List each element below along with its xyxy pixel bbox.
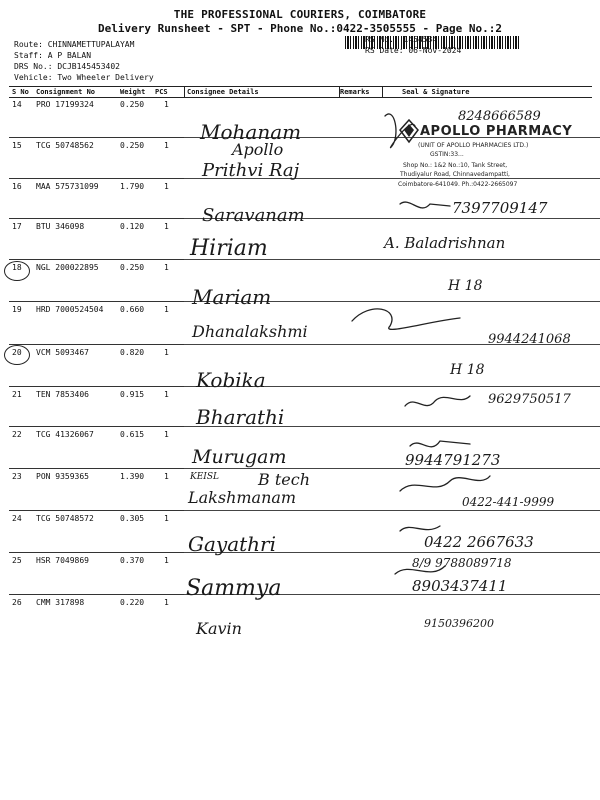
handwritten-phone: 8248666589 (458, 109, 541, 124)
handwritten-name: Apollo (232, 140, 284, 159)
row-pcs: 1 (164, 556, 169, 565)
handwritten-name: Kobika (196, 368, 266, 392)
row-weight: 0.120 (120, 222, 145, 231)
col-consignee: Consignee Details (187, 88, 259, 96)
row-consignment: CMM 317898 (36, 598, 85, 607)
handwritten-name: Dhanalakshmi (192, 322, 308, 341)
row-pcs: 1 (164, 305, 169, 314)
handwritten-mark: H 18 (450, 362, 485, 378)
col-consignment: Consignment No (36, 88, 96, 96)
handwritten-name: Mariam (192, 285, 272, 309)
row-pcs: 1 (164, 390, 169, 399)
signature-scribbles (340, 96, 600, 636)
row-pcs: 1 (164, 182, 169, 191)
row-consignment: HRD 7000524504 (36, 305, 104, 314)
row-pcs: 1 (164, 472, 169, 481)
divider (184, 86, 185, 97)
handwritten-phone: 7397709147 (452, 199, 548, 217)
row-weight: 1.390 (120, 472, 145, 481)
row-consignment: HSR 7049869 (36, 556, 89, 565)
row-weight: 0.250 (120, 100, 145, 109)
row-consignment: TCG 50748572 (36, 514, 94, 523)
row-sno: 17 (12, 222, 22, 231)
stamp-address: Coimbatore-641049. Ph.:0422-2665097 (398, 181, 518, 188)
rs-number: RS No.: 1454534 (365, 35, 438, 44)
row-consignment: PON 9359365 (36, 472, 89, 481)
stamp-address: Shop No.: 1&2 No.:10, Tank Street, (403, 162, 508, 169)
row-consignment: TEN 7853406 (36, 390, 89, 399)
row-weight: 0.615 (120, 430, 145, 439)
row-weight: 0.220 (120, 598, 145, 607)
row-sno: 20 (12, 348, 22, 357)
handwritten-name: Bharathi (196, 405, 285, 429)
handwritten-name: Lakshmanam (188, 488, 297, 507)
handwritten-name: Gayathri (188, 532, 276, 556)
handwritten-name: B tech (258, 470, 311, 489)
handwritten-phone: 9629750517 (488, 392, 571, 407)
row-weight: 0.250 (120, 263, 145, 272)
route: Route: CHINNAMETTUPALAYAM (14, 40, 135, 49)
handwritten-phone: 9944241068 (488, 332, 571, 347)
rs-date: RS Date: 06-Nov-2024 (365, 46, 462, 55)
col-sno: S No (12, 88, 29, 96)
row-consignment: BTU 346098 (36, 222, 85, 231)
row-18-circle (4, 261, 30, 281)
row-sno: 15 (12, 141, 22, 150)
company-title: THE PROFESSIONAL COURIERS, COIMBATORE (173, 8, 427, 21)
row-pcs: 1 (164, 141, 169, 150)
handwritten-name: Sammya (186, 576, 282, 601)
handwritten-name: Prithvi Raj (202, 160, 300, 181)
row-consignment: TCG 41326067 (36, 430, 94, 439)
handwritten-phone: 0422 2667633 (424, 533, 534, 551)
stamp-gst: GSTIN:33... (430, 151, 464, 158)
drs-number: DRS No.: DCJB145453402 (14, 62, 120, 71)
row-pcs: 1 (164, 222, 169, 231)
stamp-unit: (UNIT OF APOLLO PHARMACIES LTD.) (418, 142, 529, 149)
row-sno: 26 (12, 598, 22, 607)
vehicle: Vehicle: Two Wheeler Delivery (14, 73, 154, 82)
col-weight: Weight (120, 88, 146, 96)
row-pcs: 1 (164, 430, 169, 439)
handwritten-phone: 8903437411 (412, 577, 508, 595)
col-remarks: Remarks (340, 88, 370, 96)
row-sno: 25 (12, 556, 22, 565)
row-sno: 18 (12, 263, 22, 272)
row-sno: 21 (12, 390, 22, 399)
handwritten-phone: 9944791273 (405, 451, 501, 469)
handwritten-name: Kavin (196, 619, 242, 638)
handwritten-signature: A. Baladrishnan (384, 234, 506, 252)
row-sno: 22 (12, 430, 22, 439)
row-pcs: 1 (164, 348, 169, 357)
row-consignment: NGL 200022895 (36, 263, 99, 272)
runsheet-subtitle: Delivery Runsheet - SPT - Phone No.:0422-3505555 - Page No.:2 (98, 22, 502, 35)
row-weight: 0.660 (120, 305, 145, 314)
handwritten-name: Murugam (192, 446, 287, 468)
row-consignment: PRO 17199324 (36, 100, 94, 109)
handwritten-name: Saravanam (202, 205, 305, 226)
handwritten-mark: H 18 (448, 278, 483, 294)
row-pcs: 1 (164, 100, 169, 109)
handwritten-phone: 8/9 9788089718 (412, 556, 512, 570)
col-pcs: PCS (155, 88, 168, 96)
staff: Staff: A P BALAN (14, 51, 92, 60)
row-sno: 16 (12, 182, 22, 191)
row-weight: 0.915 (120, 390, 145, 399)
col-seal: Seal & Signature (402, 88, 470, 96)
row-consignment: TCG 50748562 (36, 141, 94, 150)
stamp-address: Thudiyalur Road, Chinnavedampatti, (400, 171, 510, 178)
row-20-circle (4, 345, 30, 365)
row-sno: 19 (12, 305, 22, 314)
row-weight: 0.820 (120, 348, 145, 357)
row-pcs: 1 (164, 598, 169, 607)
handwritten-phone: 0422-441-9999 (462, 495, 555, 509)
row-weight: 0.250 (120, 141, 145, 150)
row-sno: 24 (12, 514, 22, 523)
handwritten-phone: 9150396200 (424, 617, 494, 630)
row-pcs: 1 (164, 514, 169, 523)
stamp-name: APOLLO PHARMACY (420, 124, 573, 139)
handwritten-name: Hiriam (190, 236, 268, 261)
row-consignment: MAA 575731099 (36, 182, 99, 191)
row-consignment: VCM 5093467 (36, 348, 89, 357)
row-pcs: 1 (164, 263, 169, 272)
row-weight: 1.790 (120, 182, 145, 191)
row-sno: 23 (12, 472, 22, 481)
row-weight: 0.305 (120, 514, 145, 523)
row-weight: 0.370 (120, 556, 145, 565)
row-sno: 14 (12, 100, 22, 109)
handwritten-name: Mohanam (200, 120, 302, 144)
handwritten-note: KEISL (190, 472, 219, 482)
